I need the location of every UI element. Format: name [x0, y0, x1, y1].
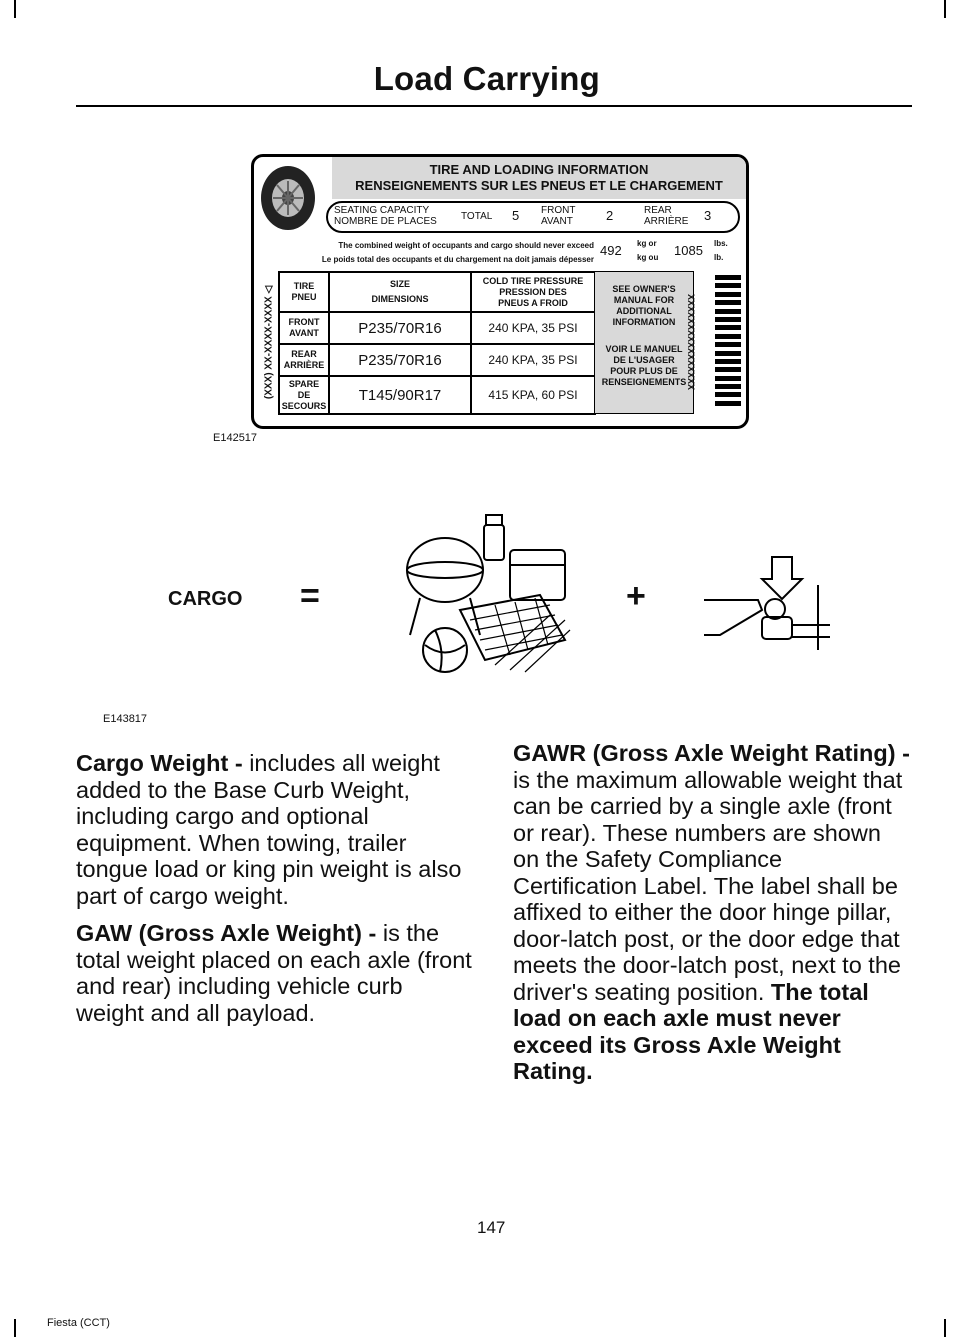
- cargo-items-illustration: [400, 510, 580, 685]
- label-title-en: TIRE AND LOADING INFORMATION: [429, 162, 649, 177]
- see-manual-line: INFORMATION: [612, 317, 676, 327]
- table-row: [279, 344, 595, 376]
- combined-weight-en: The combined weight of occupants and cargo should never exceed: [338, 241, 594, 250]
- header-pressure-3: PNEUS A FROID: [498, 297, 568, 308]
- hitch-tongue-illustration: [700, 555, 840, 655]
- header-pressure: [471, 272, 595, 312]
- tire-loading-label: [251, 154, 749, 429]
- header-tire-fr: PNEU: [291, 292, 317, 302]
- kg-unit-fr: kg ou: [637, 253, 659, 262]
- voir-manuel-line: DE L'USAGER: [613, 355, 675, 365]
- barcode: [715, 275, 741, 409]
- right-column: [513, 740, 911, 1096]
- lb-value: 1085: [674, 243, 703, 258]
- row-label-1: FRONT: [288, 317, 320, 327]
- rear-value: 3: [704, 208, 712, 223]
- gawr-term: GAWR (Gross Axle Weight Rating) -: [513, 740, 910, 766]
- see-manual-box: [594, 271, 694, 414]
- header-tire-en: TIRE: [293, 281, 315, 291]
- front-label: FRONT: [541, 205, 576, 216]
- row-label-2: AVANT: [289, 328, 319, 338]
- header-pressure-2: PRESSION DES: [499, 286, 567, 297]
- cargo-weight-term: Cargo Weight -: [76, 750, 250, 776]
- crop-mark: [944, 0, 946, 18]
- tire-pressure: 240 KPA, 35 PSI: [471, 312, 595, 344]
- plus-sign: +: [626, 577, 646, 615]
- row-label: [279, 344, 329, 376]
- header-size: [329, 272, 471, 312]
- header-tire: [279, 272, 329, 312]
- gaw-definition: is the total weight placed on each axle (front and rear) including vehicle curb weight and all payload.: [76, 920, 472, 1026]
- crop-mark: [14, 0, 16, 18]
- tire-pressure-table: [278, 271, 596, 415]
- tire-icon: [258, 163, 318, 233]
- rear-label: REAR: [644, 205, 672, 216]
- gawr-definition: is the maximum allowable weight that can be carried by a single axle (front or rear). These numbers are shown on the Safety Compliance Certification Label. The label shall be affixed to either the door hinge pillar, door-latch post, or the door edge that meets the door-latch post, next to the driver's seating position.: [513, 766, 903, 1005]
- seating-capacity-box: [326, 201, 740, 233]
- image-code: E143817: [103, 713, 148, 725]
- title-divider: [76, 105, 912, 107]
- tire-size: T145/90R17: [329, 376, 471, 414]
- combined-weight-text: [284, 239, 594, 267]
- lb-unit-en: lbs.: [714, 239, 728, 248]
- row-label: [279, 312, 329, 344]
- voir-manuel-line: VOIR LE MANUEL: [605, 344, 683, 354]
- kg-unit: [637, 237, 658, 265]
- tire-size: P235/70R16: [329, 344, 471, 376]
- row-label-2: DE: [297, 389, 311, 400]
- row-label-3: SECOURS: [281, 400, 327, 411]
- kg-unit-en: kg or: [637, 239, 657, 248]
- rear-label-fr: ARRIÈRE: [644, 216, 689, 227]
- row-label-1: SPARE: [288, 378, 320, 389]
- total-value: 5: [512, 208, 520, 223]
- label-serial-number: XXXXXXXXXXXXXXXX: [686, 293, 696, 391]
- header-pressure-1: COLD TIRE PRESSURE: [482, 275, 584, 286]
- equals-sign: =: [300, 577, 320, 615]
- front-value: 2: [606, 208, 614, 223]
- table-row: [279, 312, 595, 344]
- voir-manuel-line: POUR PLUS DE: [610, 366, 678, 376]
- row-label: [279, 376, 329, 414]
- header-size-en: SIZE: [389, 279, 410, 289]
- row-label-1: REAR: [291, 349, 317, 359]
- gaw-term: GAW (Gross Axle Weight) -: [76, 920, 383, 946]
- see-manual-line: MANUAL FOR: [613, 295, 675, 305]
- see-manual-line: SEE OWNER'S: [612, 284, 676, 294]
- cargo-weight-definition: includes all weight added to the Base Curb Weight, including cargo and optional equipment. When towing, trailer tongue load or king pin weight is also part of cargo weight.: [76, 750, 462, 909]
- see-manual-line: ADDITIONAL: [616, 306, 672, 316]
- table-row: [279, 376, 595, 414]
- label-title-fr: RENSEIGNEMENTS SUR LES PNEUS ET LE CHARGEMENT: [355, 178, 723, 193]
- combined-weight-fr: Le poids total des occupants et du chargement na doit jamais dépesser: [321, 255, 594, 264]
- cargo-weight-paragraph: [76, 750, 476, 909]
- lb-unit: [714, 237, 728, 265]
- page-number: 147: [477, 1218, 506, 1237]
- header-size-fr: DIMENSIONS: [371, 294, 429, 304]
- footer-model: Fiesta (CCT): [47, 1317, 110, 1329]
- gaw-paragraph: [76, 920, 476, 1026]
- cargo-label: CARGO: [168, 588, 243, 610]
- label-header: [332, 157, 746, 199]
- kg-value: 492: [600, 243, 622, 258]
- page-title: Load Carrying: [373, 60, 600, 97]
- front-label-fr: AVANT: [541, 216, 573, 227]
- image-code: E142517: [213, 432, 258, 444]
- seating-places-label: NOMBRE DE PLACES: [334, 216, 437, 227]
- voir-manuel-line: RENSEIGNEMENTS: [601, 377, 687, 387]
- tire-size: P235/70R16: [329, 312, 471, 344]
- tire-pressure: 240 KPA, 35 PSI: [471, 344, 595, 376]
- gawr-warning: The total load on each axle must never exceed its Gross Axle Weight Rating.: [513, 978, 869, 1084]
- tire-pressure: 415 KPA, 60 PSI: [471, 376, 595, 414]
- row-label-2: ARRIÈRE: [283, 360, 325, 370]
- crop-mark: [944, 1319, 946, 1337]
- gawr-paragraph: [513, 740, 911, 1085]
- label-part-number: (XXX) XX-XXXX-XXXX ◁: [263, 285, 275, 400]
- total-label: TOTAL: [461, 211, 493, 222]
- crop-mark: [14, 1319, 16, 1337]
- left-column: [76, 750, 476, 1037]
- lb-unit-fr: lb.: [714, 253, 724, 262]
- seating-capacity-label: SEATING CAPACITY: [334, 205, 430, 216]
